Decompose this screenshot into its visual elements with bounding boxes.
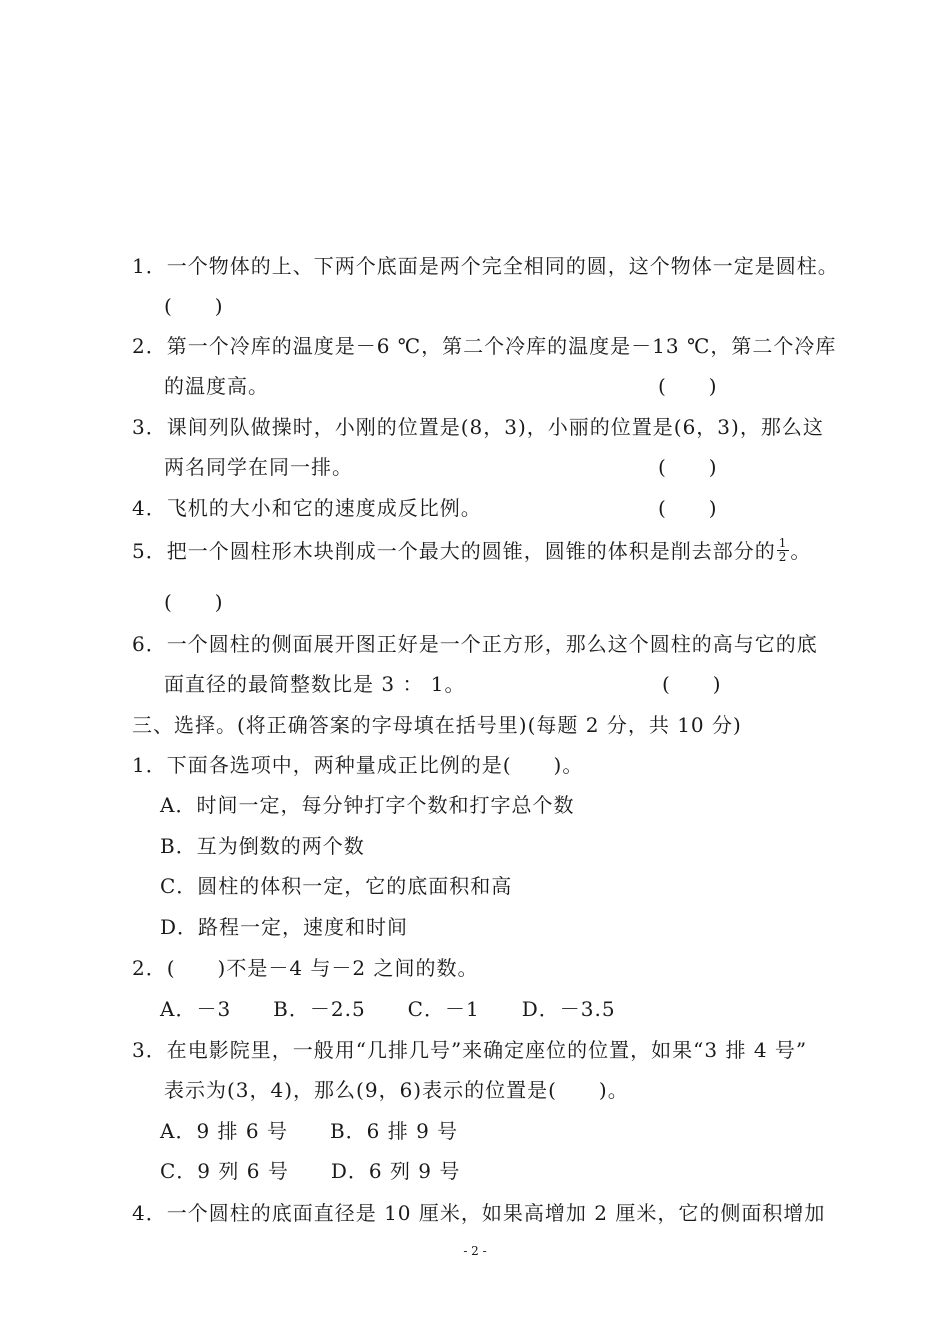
choice-q4-line1: 4．一个圆柱的底面直径是 10 厘米，如果高增加 2 厘米，它的侧面积增加 — [132, 1201, 826, 1225]
judge-q4-answer-paren[interactable]: ( ) — [658, 496, 718, 520]
judge-q5-tail: 。 — [790, 539, 812, 563]
fraction-denominator: 2 — [778, 550, 788, 564]
choice-q2-options: A．－3 B．－2.5 C．－1 D．－3.5 — [160, 997, 616, 1021]
judge-q6-answer-paren[interactable]: ( ) — [662, 672, 722, 696]
judge-q3-answer-paren[interactable]: ( ) — [658, 455, 718, 479]
judge-q6-line2: 面直径的最简整数比是 3 ： 1。 — [164, 672, 466, 696]
judge-q3-line2: 两名同学在同一排。 — [164, 455, 353, 479]
judge-q1-answer-paren[interactable]: ( ) — [164, 294, 224, 318]
choice-q1-option-a: A．时间一定，每分钟打字个数和打字总个数 — [160, 793, 575, 817]
judge-q1-line1: 1．一个物体的上、下两个底面是两个完全相同的圆，这个物体一定是圆柱。 — [132, 254, 839, 278]
judge-q2-answer-paren[interactable]: ( ) — [658, 374, 718, 398]
judge-q4-line1: 4．飞机的大小和它的速度成反比例。 — [132, 496, 482, 520]
choice-q3-line2: 表示为(3，4)，那么(9，6)表示的位置是( )。 — [164, 1078, 629, 1102]
judge-q2-line1: 2．第一个冷库的温度是－6 ℃，第二个冷库的温度是－13 ℃，第二个冷库 — [132, 334, 837, 358]
fraction-numerator: 1 — [778, 536, 788, 550]
judge-q3-line1: 3．课间列队做操时，小刚的位置是(8，3)，小丽的位置是(6，3)，那么这 — [132, 415, 824, 439]
one-half-fraction — [777, 537, 790, 564]
judge-q2-line2: 的温度高。 — [164, 374, 269, 398]
judge-q5-text: 5．把一个圆柱形木块削成一个最大的圆锥，圆锥的体积是削去部分的 — [132, 539, 776, 563]
judge-q5-line1 — [132, 538, 811, 566]
choice-q2-stem: 2．( )不是－4 与－2 之间的数。 — [132, 956, 479, 980]
choice-q1-option-d: D．路程一定，速度和时间 — [160, 915, 409, 939]
page-number: - 2 - — [463, 1244, 487, 1258]
choice-q3-line1: 3．在电影院里，一般用“几排几号”来确定座位的位置，如果“3 排 4 号” — [132, 1038, 808, 1062]
judge-q5-answer-paren[interactable]: ( ) — [164, 590, 224, 614]
judge-q6-line1: 6．一个圆柱的侧面展开图正好是一个正方形，那么这个圆柱的高与它的底 — [132, 632, 818, 656]
choice-q3-options-ab: A．9 排 6 号 B．6 排 9 号 — [160, 1119, 459, 1143]
section3-heading: 三、选择。(将正确答案的字母填在括号里)(每题 2 分，共 10 分) — [132, 713, 742, 737]
choice-q1-option-c: C．圆柱的体积一定，它的底面积和高 — [160, 874, 513, 898]
choice-q1-option-b: B．互为倒数的两个数 — [160, 834, 365, 858]
choice-q3-options-cd: C．9 列 6 号 D．6 列 9 号 — [160, 1159, 461, 1183]
choice-q1-stem: 1．下面各选项中，两种量成正比例的是( )。 — [132, 753, 584, 777]
